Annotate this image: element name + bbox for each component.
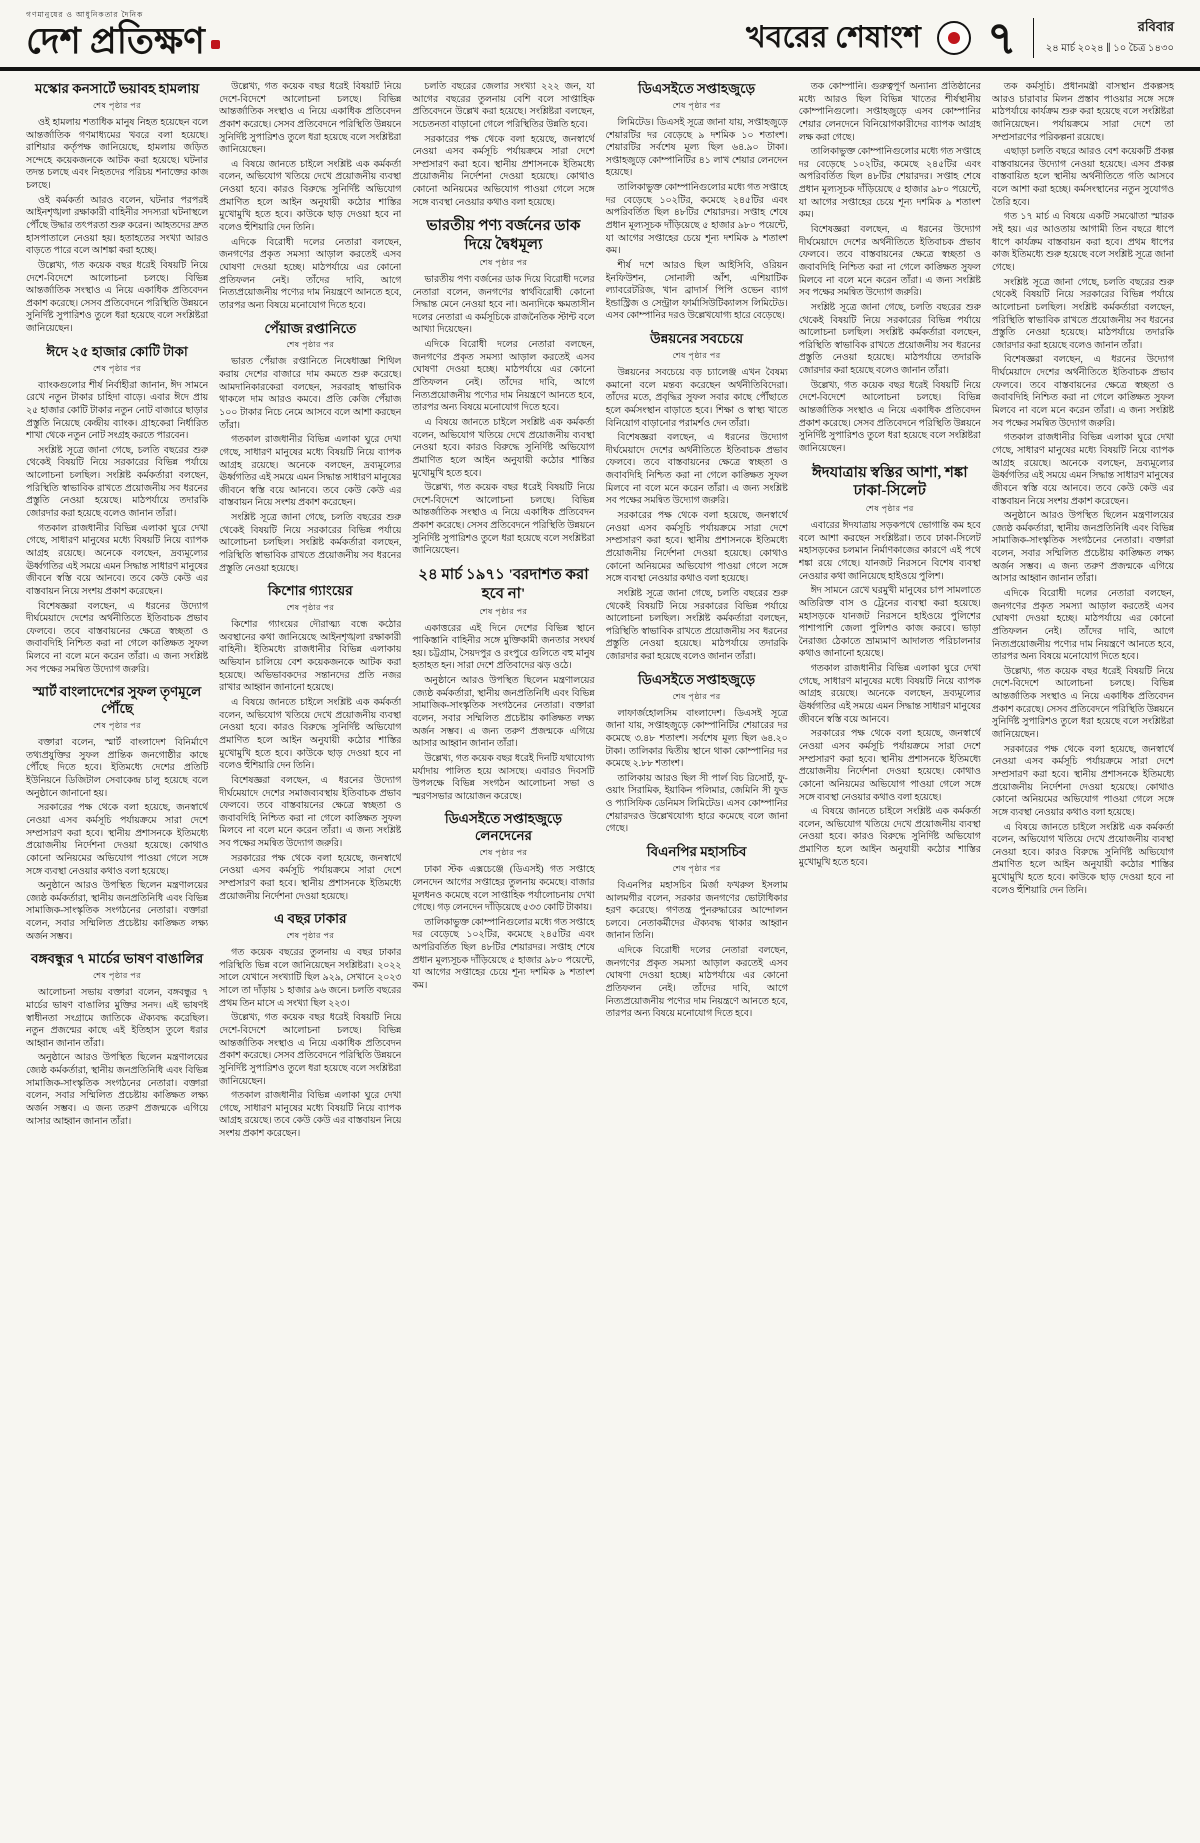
column-3: [412, 81, 594, 1825]
article-paragraph: ভারত পেঁয়াজ রপ্তানিতে নিষেধাজ্ঞা শিথিল করায় দেশের বাজারে দাম কমতে শুরু করেছে। আমদানিকারকেরা বলছেন, সরবরাহ স্বাভাবিক থাকলে দাম আরও কমবে। প্রতি কেজি পেঁয়াজ ১০০ টাকার নিচে নেমে আসবে বলে আশা করছেন তাঁরা।: [219, 357, 402, 431]
masthead-tagline: গণমানুষের ও আধুনিকতার দৈনিক: [26, 10, 144, 19]
article-paragraph: উল্লেখ্য, গত কয়েক বছর ধরেই বিষয়টি নিয়ে দেশে-বিদেশে আলোচনা চলছে। বিভিন্ন আন্তর্জাতিক সংস্থাও এ নিয়ে একাধিক প্রতিবেদন প্রকাশ করেছে। সেসব প্রতিবেদনে পরিস্থিতি উন্নয়নে সুনির্দিষ্ট সুপারিশও তুলে ধরা হয়েছে বলে সংশ্লিষ্টরা জানিয়েছেন।: [991, 666, 1175, 741]
article-paragraph: লাফার্জহোলসিম বাংলাদেশ। ডিএসই সূত্রে জানা যায়, সপ্তাহজুড়ে কোম্পানিটির শেয়ারের দর কমেছে ৩.৪৮ শতাংশ। সর্বশেষ মূল্য ছিল ৬৪.২০ টাকা। তালিকার দ্বিতীয় স্থানে থাকা কোম্পানির দর কমেছে ২.৮৮ শতাংশ।: [605, 708, 788, 770]
continued-from-label: শেষ পৃষ্ঠার পর: [672, 100, 721, 110]
article-headline: ডিএসইতে সপ্তাহজুড়ে: [638, 671, 756, 687]
article-paragraph: অনুষ্ঠানে আরও উপস্থিত ছিলেন মন্ত্রণালয়ের জ্যেষ্ঠ কর্মকর্তারা, স্থানীয় জনপ্রতিনিধি এবং বিভিন্ন সামাজিক-সাংস্কৃতিক সংগঠনের নেতারা। বক্তারা বলেন, সবার সম্মিলিত প্রচেষ্টায় কাঙ্ক্ষিত লক্ষ্য অর্জন সম্ভব।: [26, 881, 209, 942]
article-paragraph: সরকারের পক্ষ থেকে বলা হয়েছে, জনস্বার্থে নেওয়া এসব কর্মসূচি পর্যায়ক্রমে সারা দেশে সম্প্রসারণ করা হবে। স্থানীয় প্রশাসনকে ইতিমধ্যে প্রয়োজনীয় নির্দেশনা দেওয়া হয়েছে।: [219, 853, 402, 902]
continued-from-label: শেষ পৃষ্ঠার পর: [93, 721, 142, 731]
article-paragraph: ঈদ সামনে রেখে ঘরমুখী মানুষের চাপ সামলাতে অতিরিক্ত বাস ও ট্রেনের ব্যবস্থা করা হয়েছে। মহাসড়কে যানজট নিরসনে হাইওয়ে পুলিশের পাশাপাশি জেলা পুলিশও কাজ করবে। ভাড়া নৈরাজ্য ঠেকাতে ভ্রাম্যমাণ আদালত পরিচালনার কথাও জানানো হয়েছে।: [798, 586, 981, 660]
article-paragraph: এ বিষয়ে জানতে চাইলে সংশ্লিষ্ট এক কর্মকর্তা বলেন, অভিযোগ খতিয়ে দেখে প্রয়োজনীয় ব্যবস্থা নেওয়া হবে। কারও বিরুদ্ধে সুনির্দিষ্ট অভিযোগ প্রমাণিত হলে আইন অনুযায়ী কঠোর শাস্তির মুখোমুখি হতে হবে।: [798, 807, 981, 868]
article-headline: উন্নয়নের সবচেয়ে: [650, 331, 744, 347]
article-paragraph: ভারতীয় পণ্য বর্জনের ডাক দিয়ে বিরোধী দলের নেতারা বলেন, জনগণের স্বার্থবিরোধী কোনো সিদ্ধান্ত মেনে নেওয়া হবে না। অন্যদিকে ক্ষমতাসীন দলের নেতারা এ কর্মসূচিকে রাজনৈতিক স্টান্ট বলে আখ্যা দিয়েছেন।: [412, 274, 595, 336]
continued-from-label: শেষ পৃষ্ঠার পর: [286, 603, 335, 613]
article-paragraph: এদিকে বিরোধী দলের নেতারা বলছেন, জনগণের প্রকৃত সমস্যা আড়াল করতেই এসব ঘোষণা দেওয়া হচ্ছে। মাঠপর্যায়ে এর কোনো প্রতিফলন নেই। তাঁদের দাবি, আগে নিত্যপ্রয়োজনীয় পণ্যের দাম নিয়ন্ত্রণে আনতে হবে, তারপর অন্য বিষয়ে মনোযোগ দিতে হবে।: [219, 237, 402, 311]
continued-from-label: শেষ পৃষ্ঠার পর: [865, 504, 914, 514]
article-paragraph: সরকারের পক্ষ থেকে বলা হয়েছে, জনস্বার্থে নেওয়া এসব কর্মসূচি পর্যায়ক্রমে সারা দেশে সম্প্রসারণ করা হবে। স্থানীয় প্রশাসনকে ইতিমধ্যে প্রয়োজনীয় নির্দেশনা দেওয়া হয়েছে। কোথাও কোনো অনিয়মের অভিযোগ পাওয়া গেলে সঙ্গে সঙ্গে ব্যবস্থা নেওয়ার কথাও বলা হয়েছে।: [798, 729, 981, 803]
article-headline: এ বছর ঢাকার: [274, 911, 347, 927]
masthead: [26, 10, 220, 59]
article-paragraph: সংশ্লিষ্ট সূত্রে জানা গেছে, চলতি বছরের শুরু থেকেই বিষয়টি নিয়ে সরকারের বিভিন্ন পর্যায়ে আলোচনা চলছিল। সংশ্লিষ্ট কর্মকর্তারা বলছেন, পরিস্থিতি স্বাভাবিক রাখতে প্রয়োজনীয় সব ধরনের প্রস্তুতি নেওয়া হয়েছে।: [219, 513, 402, 574]
article-paragraph: তালিকাভুক্ত কোম্পানিগুলোর মধ্যে গত সপ্তাহে দর বেড়েছে ১০২টির, কমেছে ২৪৫টির এবং অপরিবর্তিত ছিল ৪৮টির শেয়ারদর। সপ্তাহ শেষে প্রধান মূল্যসূচক দাঁড়িয়েছে ৫ হাজার ৯৮০ পয়েন্টে, যা আগের সপ্তাহের চেয়ে শূন্য দশমিক ৯ শতাংশ কম।: [798, 147, 981, 221]
article-headline: বঙ্গবন্ধুর ৭ মার্চের ভাষণ বাঙালির: [31, 951, 204, 967]
date-line: ২৪ মার্চ ২০২৪ ∥ ১০ চৈত্র ১৪৩০: [1045, 43, 1174, 55]
article-paragraph: গতকাল রাজধানীর বিভিন্ন এলাকা ঘুরে দেখা গেছে, সাধারণ মানুষের মধ্যে বিষয়টি নিয়ে ব্যাপক আগ্রহ রয়েছে। তবে কেউ কেউ এর বাস্তবায়ন নিয়ে সংশয় প্রকাশ করেছেন।: [219, 1091, 402, 1140]
article-paragraph: সংশ্লিষ্ট সূত্রে জানা গেছে, চলতি বছরের শুরু থেকেই বিষয়টি নিয়ে সরকারের বিভিন্ন পর্যায়ে আলোচনা চলছিল। সংশ্লিষ্ট কর্মকর্তারা বলছেন, পরিস্থিতি স্বাভাবিক রাখতে প্রয়োজনীয় সব ধরনের প্রস্তুতি নেওয়া হয়েছে। মাঠপর্যায়ে তদারকি জোরদার করা হয়েছে বলেও জানান তাঁরা।: [798, 302, 981, 377]
article-paragraph: সংশ্লিষ্ট সূত্রে জানা গেছে, চলতি বছরের শুরু থেকেই বিষয়টি নিয়ে সরকারের বিভিন্ন পর্যায়ে আলোচনা চলছিল। সংশ্লিষ্ট কর্মকর্তারা বলছেন, পরিস্থিতি স্বাভাবিক রাখতে প্রয়োজনীয় সব ধরনের প্রস্তুতি নেওয়া হয়েছে। মাঠপর্যায়ে তদারকি জোরদার করা হয়েছে বলেও জানান তাঁরা।: [26, 445, 209, 520]
article-headline: ঈদযাত্রায় স্বস্তির আশা, শঙ্কা ঢাকা-সিলেট: [811, 464, 968, 500]
article-paragraph: সংশ্লিষ্ট সূত্রে জানা গেছে, চলতি বছরের শুরু থেকেই বিষয়টি নিয়ে সরকারের বিভিন্ন পর্যায়ে আলোচনা চলছিল। সংশ্লিষ্ট কর্মকর্তারা বলছেন, পরিস্থিতি স্বাভাবিক রাখতে প্রয়োজনীয় সব ধরনের প্রস্তুতি নেওয়া হয়েছে। মাঠপর্যায়ে তদারকি জোরদার করা হয়েছে বলেও জানান তাঁরা।: [991, 277, 1175, 351]
article-paragraph: কিশোর গ্যাংয়ের দৌরাত্ম্য বন্ধে কঠোর অবস্থানের কথা জানিয়েছে আইনশৃঙ্খলা রক্ষাকারী বাহিনী। ইতিমধ্যে রাজধানীর বিভিন্ন এলাকায় অভিযান চালিয়ে বেশ কয়েকজনকে আটক করা হয়েছে। অভিভাবকদের সন্তানদের প্রতি নজর রাখার আহ্বান জানানো হয়েছে।: [219, 620, 402, 694]
article-paragraph: সংশ্লিষ্ট সূত্রে জানা গেছে, চলতি বছরের শুরু থেকেই বিষয়টি নিয়ে সরকারের বিভিন্ন পর্যায়ে আলোচনা চলছিল। সংশ্লিষ্ট কর্মকর্তারা বলছেন, পরিস্থিতি স্বাভাবিক রাখতে প্রয়োজনীয় সব ধরনের প্রস্তুতি নেওয়া হয়েছে। মাঠপর্যায়ে তদারকি জোরদার করা হয়েছে বলেও জানান তাঁরা।: [605, 588, 788, 663]
continued-from-label: শেষ পৃষ্ঠার পর: [672, 691, 721, 701]
article-paragraph: বিএনপির মহাসচিব মির্জা ফখরুল ইসলাম আলমগীর বলেন, সরকার জনগণের ভোটাধিকার হরণ করেছে। গণতন্ত্র পুনরুদ্ধারের আন্দোলন চলবে। নেতাকর্মীদের ঐক্যবদ্ধ থাকার আহ্বান জানান তিনি।: [605, 880, 788, 942]
continued-from-label: শেষ পৃষ্ঠার পর: [479, 848, 528, 858]
article-paragraph: এদিকে বিরোধী দলের নেতারা বলছেন, জনগণের প্রকৃত সমস্যা আড়াল করতেই এসব ঘোষণা দেওয়া হচ্ছে। মাঠপর্যায়ে এর কোনো প্রতিফলন নেই। তাঁদের দাবি, আগে নিত্যপ্রয়োজনীয় পণ্যের দাম নিয়ন্ত্রণে আনতে হবে, তারপর অন্য বিষয়ে মনোযোগ দিতে হবে।: [605, 946, 788, 1020]
newspaper-emblem-icon: [937, 21, 971, 55]
article-paragraph: সরকারের পক্ষ থেকে বলা হয়েছে, জনস্বার্থে নেওয়া এসব কর্মসূচি পর্যায়ক্রমে সারা দেশে সম্প্রসারণ করা হবে। স্থানীয় প্রশাসনকে ইতিমধ্যে প্রয়োজনীয় নির্দেশনা দেওয়া হয়েছে। কোথাও কোনো অনিয়মের অভিযোগ পাওয়া গেলে সঙ্গে সঙ্গে ব্যবস্থা নেওয়ার কথাও বলা হয়েছে।: [412, 134, 595, 208]
continued-from-label: শেষ পৃষ্ঠার পর: [479, 257, 528, 267]
article-paragraph: গতকাল রাজধানীর বিভিন্ন এলাকা ঘুরে দেখা গেছে, সাধারণ মানুষের মধ্যে বিষয়টি নিয়ে ব্যাপক আগ্রহ রয়েছে। অনেকে বলছেন, দ্রব্যমূল্যের ঊর্ধ্বগতির এই সময়ে এমন সিদ্ধান্ত সাধারণ মানুষের জীবনে স্বস্তি বয়ে আনবে।: [798, 664, 981, 725]
article-headline: স্মার্ট বাংলাদেশের সুফল তৃণমূলে পৌঁছে: [32, 684, 202, 717]
columns: [0, 71, 1200, 1839]
continued-from-label: শেষ পৃষ্ঠার পর: [286, 931, 335, 941]
article-paragraph: সরকারের পক্ষ থেকে বলা হয়েছে, জনস্বার্থে নেওয়া এসব কর্মসূচি পর্যায়ক্রমে সারা দেশে সম্প্রসারণ করা হবে। স্থানীয় প্রশাসনকে ইতিমধ্যে প্রয়োজনীয় নির্দেশনা দেওয়া হয়েছে। কোথাও কোনো অনিয়মের অভিযোগ পাওয়া গেলে সঙ্গে সঙ্গে ব্যবস্থা নেওয়ার কথাও বলা হয়েছে।: [605, 511, 788, 585]
article-paragraph: বক্তারা বলেন, স্মার্ট বাংলাদেশ বিনির্মাণে তথ্যপ্রযুক্তির সুফল প্রান্তিক জনগোষ্ঠীর কাছে পৌঁছে দিতে হবে। ইতিমধ্যে দেশের প্রতিটি ইউনিয়নে ডিজিটাল সেবাকেন্দ্র চালু হয়েছে বলে অনুষ্ঠানে জানানো হয়।: [26, 738, 209, 799]
article-paragraph: তালিকায় আরও ছিল সী পার্ল বিচ রিসোর্ট, ফু-ওয়াং সিরামিক, ইয়াকিন পলিমার, জেমিনি সী ফুড ও প্যাসিফিক ডেনিমস লিমিটেড। এসব কোম্পানির শেয়ারদরও উল্লেখযোগ্য হারে কমেছে বলে জানা গেছে।: [605, 773, 788, 835]
article-paragraph: এ বিষয়ে জানতে চাইলে সংশ্লিষ্ট এক কর্মকর্তা বলেন, অভিযোগ খতিয়ে দেখে প্রয়োজনীয় ব্যবস্থা নেওয়া হবে। কারও বিরুদ্ধে সুনির্দিষ্ট অভিযোগ প্রমাণিত হলে আইন অনুযায়ী কঠোর শাস্তির মুখোমুখি হতে হবে।: [412, 417, 595, 479]
newspaper-name: [26, 23, 220, 59]
section-title: খবরের শেষাংশ: [746, 21, 921, 55]
article-paragraph: লিমিটেড। ডিএসই সূত্রে জানা যায়, সপ্তাহজুড়ে শেয়ারটির দর বেড়েছে ৯ দশমিক ১০ শতাংশ। শেয়ারটির সর্বশেষ মূল্য ছিল ৬৪.৯০ টাকা। সপ্তাহজুড়ে কোম্পানিটির ৪১ লাখ শেয়ার লেনদেন হয়েছে।: [605, 117, 788, 179]
article-paragraph: সরকারের পক্ষ থেকে বলা হয়েছে, জনস্বার্থে নেওয়া এসব কর্মসূচি পর্যায়ক্রমে সারা দেশে সম্প্রসারণ করা হবে। স্থানীয় প্রশাসনকে ইতিমধ্যে প্রয়োজনীয় নির্দেশনা দেওয়া হয়েছে। কোথাও কোনো অনিয়মের অভিযোগ পাওয়া গেলে সঙ্গে সঙ্গে ব্যবস্থা নেওয়ার কথাও বলা হয়েছে।: [26, 803, 209, 877]
article-paragraph: তালিকাভুক্ত কোম্পানিগুলোর মধ্যে গত সপ্তাহে দর বেড়েছে ১০২টির, কমেছে ২৪৫টির এবং অপরিবর্তিত ছিল ৪৮টির শেয়ারদর। সপ্তাহ শেষে প্রধান মূল্যসূচক দাঁড়িয়েছে ৫ হাজার ৯৮০ পয়েন্টে, যা আগের সপ্তাহের চেয়ে শূন্য দশমিক ৯ শতাংশ কম।: [412, 917, 595, 991]
continued-from-label: শেষ পৃষ্ঠার পর: [93, 363, 142, 373]
date-block: [1033, 18, 1174, 58]
article-headline: ডিএসইতে সপ্তাহজুড়ে: [638, 81, 756, 96]
article-paragraph: বিশেষজ্ঞরা বলছেন, এ ধরনের উদ্যোগ দীর্ঘমেয়াদে দেশের অর্থনীতিতে ইতিবাচক প্রভাব ফেলবে। তবে বাস্তবায়নের ক্ষেত্রে স্বচ্ছতা ও জবাবদিহি নিশ্চিত করা না গেলে কাঙ্ক্ষিত সুফল মিলবে না বলে মনে করেন তাঁরা। এ জন্য সংশ্লিষ্ট সব পক্ষের সমন্বিত উদ্যোগ জরুরি।: [605, 433, 788, 507]
article-paragraph: বিশেষজ্ঞরা বলছেন, এ ধরনের উদ্যোগ দীর্ঘমেয়াদে দেশের অর্থনীতিতে ইতিবাচক প্রভাব ফেলবে। তবে বাস্তবায়নের ক্ষেত্রে স্বচ্ছতা ও জবাবদিহি নিশ্চিত করা না গেলে কাঙ্ক্ষিত সুফল মিলবে না বলে মনে করেন তাঁরা। এ জন্য সংশ্লিষ্ট সব পক্ষের সমন্বিত উদ্যোগ জরুরি।: [798, 225, 981, 299]
article-paragraph: ব্যাংকগুলোর শীর্ষ নির্বাহীরা জানান, ঈদ সামনে রেখে নতুন টাকার চাহিদা বাড়ে। এবার ঈদে প্রায় ২৫ হাজার কোটি টাকার নতুন নোট বাজারে ছাড়ার প্রস্তুতি নিয়েছে কেন্দ্রীয় ব্যাংক। গ্রাহকেরা নির্ধারিত শাখা থেকে নতুন নোট সংগ্রহ করতে পারবেন।: [26, 380, 209, 442]
article-paragraph: অনুষ্ঠানে আরও উপস্থিত ছিলেন মন্ত্রণালয়ের জ্যেষ্ঠ কর্মকর্তারা, স্থানীয় জনপ্রতিনিধি এবং বিভিন্ন সামাজিক-সাংস্কৃতিক সংগঠনের নেতারা। বক্তারা বলেন, সবার সম্মিলিত প্রচেষ্টায় কাঙ্ক্ষিত লক্ষ্য অর্জন সম্ভব। এ জন্য তরুণ প্রজন্মকে এগিয়ে আসার আহ্বান জানান তাঁরা।: [412, 676, 595, 750]
article-paragraph: উল্লেখ্য, গত কয়েক বছর ধরেই বিষয়টি নিয়ে দেশে-বিদেশে আলোচনা চলছে। বিভিন্ন আন্তর্জাতিক সংস্থাও এ নিয়ে একাধিক প্রতিবেদন প্রকাশ করেছে। সেসব প্রতিবেদনে পরিস্থিতি উন্নয়নে সুনির্দিষ্ট সুপারিশও তুলে ধরা হয়েছে বলে সংশ্লিষ্টরা জানিয়েছেন।: [412, 483, 595, 557]
column-1: [26, 81, 208, 1825]
article-paragraph: বিশেষজ্ঞরা বলছেন, এ ধরনের উদ্যোগ দীর্ঘমেয়াদে দেশের অর্থনীতিতে ইতিবাচক প্রভাব ফেলবে। তবে বাস্তবায়নের ক্ষেত্রে স্বচ্ছতা ও জবাবদিহি নিশ্চিত করা না গেলে কাঙ্ক্ষিত সুফল মিলবে না বলে মনে করেন তাঁরা। এ জন্য সংশ্লিষ্ট সব পক্ষের সমন্বিত উদ্যোগ জরুরি।: [991, 355, 1175, 429]
article-paragraph: গতকাল রাজধানীর বিভিন্ন এলাকা ঘুরে দেখা গেছে, সাধারণ মানুষের মধ্যে বিষয়টি নিয়ে ব্যাপক আগ্রহ রয়েছে। অনেকে বলছেন, দ্রব্যমূল্যের ঊর্ধ্বগতির এই সময়ে এমন সিদ্ধান্ত সাধারণ মানুষের জীবনে স্বস্তি বয়ে আনবে। তবে কেউ কেউ এর বাস্তবায়ন নিয়ে সংশয় প্রকাশ করেছেন।: [219, 435, 402, 509]
article-paragraph: তক কোম্পানি। গুরুত্বপূর্ণ অন্যান্য প্রতিষ্ঠানের মধ্যে আরও ছিল বিভিন্ন খাতের শীর্ষস্থানীয় কোম্পানিগুলো। সপ্তাহজুড়ে এসব কোম্পানির শেয়ার লেনদেনে বিনিয়োগকারীদের ব্যাপক আগ্রহ লক্ষ করা গেছে।: [798, 82, 981, 143]
article-paragraph: অনুষ্ঠানে আরও উপস্থিত ছিলেন মন্ত্রণালয়ের জ্যেষ্ঠ কর্মকর্তারা, স্থানীয় জনপ্রতিনিধি এবং বিভিন্ন সামাজিক-সাংস্কৃতিক সংগঠনের নেতারা। বক্তারা বলেন, সবার সম্মিলিত প্রচেষ্টায় কাঙ্ক্ষিত লক্ষ্য অর্জন সম্ভব। এ জন্য তরুণ প্রজন্মকে এগিয়ে আসার আহ্বান জানান তাঁরা।: [991, 511, 1175, 585]
article-paragraph: এ বিষয়ে জানতে চাইলে সংশ্লিষ্ট এক কর্মকর্তা বলেন, অভিযোগ খতিয়ে দেখে প্রয়োজনীয় ব্যবস্থা নেওয়া হবে। কারও বিরুদ্ধে সুনির্দিষ্ট অভিযোগ প্রমাণিত হলে আইন অনুযায়ী কঠোর শাস্তির মুখোমুখি হতে হবে। কাউকে ছাড় দেওয়া হবে না বলেও হুঁশিয়ারি দেন তিনি।: [991, 822, 1175, 896]
article-headline: কিশোর গ্যাংয়ের: [267, 583, 353, 599]
article-paragraph: চলতি বছরের জেলার সংখ্যা ২২২ জন, যা আগের বছরের তুলনায় বেশি বলে সাপ্তাহিক প্রতিবেদনে উল্লেখ করা হয়েছে। সংশ্লিষ্টরা বলছেন, সচেতনতা বাড়ানো গেলে পরিস্থিতির উন্নতি হবে।: [412, 82, 595, 130]
article-paragraph: গত ১৭ মার্চ এ বিষয়ে একটি সমঝোতা স্মারক সই হয়। এর আওতায় আগামী তিন বছরে ধাপে ধাপে কার্যক্রম বাস্তবায়ন করা হবে। প্রথম ধাপের কাজ ইতিমধ্যে শুরু হয়েছে বলে সংশ্লিষ্ট সূত্রে জানা গেছে।: [991, 212, 1175, 273]
column-2: [219, 81, 401, 1825]
article-paragraph: গতকাল রাজধানীর বিভিন্ন এলাকা ঘুরে দেখা গেছে, সাধারণ মানুষের মধ্যে বিষয়টি নিয়ে ব্যাপক আগ্রহ রয়েছে। অনেকে বলছেন, দ্রব্যমূল্যের ঊর্ধ্বগতির এই সময়ে এমন সিদ্ধান্ত সাধারণ মানুষের জীবনে স্বস্তি বয়ে আনবে। তবে কেউ কেউ এর বাস্তবায়ন নিয়ে সংশয় প্রকাশ করেছেন।: [26, 523, 209, 597]
article-paragraph: উন্নয়নের সবচেয়ে বড় চ্যালেঞ্জ এখন বৈষম্য কমানো বলে মন্তব্য করেছেন অর্থনীতিবিদেরা। তাঁদের মতে, প্রবৃদ্ধির সুফল সবার কাছে পৌঁছাতে হলে কর্মসংস্থান বাড়াতে হবে। শিক্ষা ও স্বাস্থ্য খাতে বিনিয়োগ বাড়ানোর পরামর্শও দেন তাঁরা।: [605, 368, 788, 429]
continued-from-label: শেষ পৃষ্ঠার পর: [479, 606, 528, 616]
article-paragraph: তক কর্মসূচি। প্রধানমন্ত্রী বাসস্থান প্রকল্পসহ আরও চারাবার মিলন প্রস্তাব পাওয়ার সঙ্গে সঙ্গে মাঠপর্যায়ে কার্যক্রম শুরু করা হয়েছে বলে সংশ্লিষ্টরা জানিয়েছেন। পর্যায়ক্রমে সারা দেশে তা সম্প্রসারণের পরিকল্পনা রয়েছে।: [991, 82, 1175, 143]
article-paragraph: ওই হামলায় শতাধিক মানুষ নিহত হয়েছেন বলে আন্তর্জাতিক গণমাধ্যমের খবরে বলা হয়েছে। রাশিয়ার কর্তৃপক্ষ জানিয়েছে, হামলায় জড়িত সন্দেহে কয়েকজনকে আটক করা হয়েছে। ঘটনার তদন্ত চলছে এবং নিহতদের পরিচয় শনাক্তের কাজ চলছে।: [26, 117, 209, 192]
article-headline: বিএনপির মহাসচিব: [646, 844, 747, 860]
article-paragraph: ওই কর্মকর্তা আরও বলেন, ঘটনার পরপরই আইনশৃঙ্খলা রক্ষাকারী বাহিনীর সদস্যরা ঘটনাস্থলে পৌঁছে উদ্ধার তৎপরতা শুরু করেন। আহতদের দ্রুত হাসপাতালে নেওয়া হয়। হতাহতের সংখ্যা আরও বাড়তে পারে বলে আশঙ্কা করা হচ্ছে।: [26, 195, 209, 257]
article-paragraph: বিশেষজ্ঞরা বলছেন, এ ধরনের উদ্যোগ দীর্ঘমেয়াদে দেশের অর্থনীতিতে ইতিবাচক প্রভাব ফেলবে। তবে বাস্তবায়নের ক্ষেত্রে স্বচ্ছতা ও জবাবদিহি নিশ্চিত করা না গেলে কাঙ্ক্ষিত সুফল মিলবে না বলে মনে করেন তাঁরা। এ জন্য সংশ্লিষ্ট সব পক্ষের সমন্বিত উদ্যোগ জরুরি।: [26, 601, 209, 675]
article-paragraph: এদিকে বিরোধী দলের নেতারা বলছেন, জনগণের প্রকৃত সমস্যা আড়াল করতেই এসব ঘোষণা দেওয়া হচ্ছে। মাঠপর্যায়ে এর কোনো প্রতিফলন নেই। তাঁদের দাবি, আগে নিত্যপ্রয়োজনীয় পণ্যের দাম নিয়ন্ত্রণে আনতে হবে, তারপর অন্য বিষয়ে মনোযোগ দিতে হবে।: [991, 588, 1175, 663]
article-paragraph: অনুষ্ঠানে আরও উপস্থিত ছিলেন মন্ত্রণালয়ের জ্যেষ্ঠ কর্মকর্তারা, স্থানীয় জনপ্রতিনিধি এবং বিভিন্ন সামাজিক-সাংস্কৃতিক সংগঠনের নেতারা। বক্তারা বলেন, সবার সম্মিলিত প্রচেষ্টায় কাঙ্ক্ষিত লক্ষ্য অর্জন সম্ভব। এ জন্য তরুণ প্রজন্মকে এগিয়ে আসার আহ্বান জানান তাঁরা।: [26, 1053, 209, 1127]
column-5: [799, 81, 981, 1825]
article-headline: ডিএসইতে সপ্তাহজুড়ে লেনদেনের: [444, 811, 562, 844]
page-number: ৭: [986, 12, 1017, 64]
article-headline: মস্কোর কনসার্টে ভয়াবহ হামলায়: [34, 81, 200, 96]
article-paragraph: একাত্তরের এই দিনে দেশের বিভিন্ন স্থানে পাকিস্তানি বাহিনীর সঙ্গে মুক্তিকামী জনতার সংঘর্ষ হয়। চট্টগ্রাম, সৈয়দপুর ও রংপুরে গুলিতে বহু মানুষ হতাহত হন। সারা দেশে প্রতিবাদের ঝড় ওঠে।: [412, 623, 595, 672]
article-headline: পেঁয়াজ রপ্তানিতে: [264, 320, 357, 336]
continued-from-label: শেষ পৃষ্ঠার পর: [672, 351, 721, 360]
article-headline: ঈদে ২৫ হাজার কোটি টাকা: [46, 343, 188, 359]
newspaper-name-text: দেশ প্রতিক্ষণ: [26, 21, 205, 61]
logo-accent-icon: [211, 40, 220, 49]
article-paragraph: উল্লেখ্য, গত কয়েক বছর ধরেই বিষয়টি নিয়ে দেশে-বিদেশে আলোচনা চলছে। বিভিন্ন আন্তর্জাতিক সংস্থাও এ নিয়ে একাধিক প্রতিবেদন প্রকাশ করেছে। সেসব প্রতিবেদনে পরিস্থিতি উন্নয়নে সুনির্দিষ্ট সুপারিশও তুলে ধরা হয়েছে বলে সংশ্লিষ্টরা জানিয়েছেন।: [798, 380, 981, 454]
continued-from-label: শেষ পৃষ্ঠার পর: [93, 971, 142, 981]
header-right: [746, 12, 1174, 64]
article-headline: ভারতীয় পণ্য বর্জনের ডাক দিয়ে দ্বৈধমূল্য: [426, 218, 581, 254]
article-paragraph: এছাড়া চলতি বছরে আরও বেশ কয়েকটি প্রকল্প বাস্তবায়নের উদ্যোগ নেওয়া হয়েছে। এসব প্রকল্প বাস্তবায়িত হলে স্থানীয় অর্থনীতিতে গতি আসবে বলে আশা করা হচ্ছে। কর্মসংস্থানের নতুন সুযোগও তৈরি হবে।: [991, 147, 1175, 208]
continued-from-label: শেষ পৃষ্ঠার পর: [93, 100, 142, 110]
column-4: [606, 81, 788, 1825]
page-header: [0, 0, 1200, 71]
article-paragraph: উল্লেখ্য, গত কয়েক বছর ধরেই বিষয়টি নিয়ে দেশে-বিদেশে আলোচনা চলছে। বিভিন্ন আন্তর্জাতিক সংস্থাও এ নিয়ে একাধিক প্রতিবেদন প্রকাশ করেছে। সেসব প্রতিবেদনে পরিস্থিতি উন্নয়নে সুনির্দিষ্ট সুপারিশও তুলে ধরা হয়েছে বলে সংশ্লিষ্টরা জানিয়েছেন।: [219, 82, 402, 156]
article-paragraph: গত কয়েক বছরের তুলনায় এ বছর ঢাকার পরিস্থিতি ভিন্ন বলে জানিয়েছেন সংশ্লিষ্টরা। ২০২২ সালে যেখানে সংখ্যাটি ছিল ৯২৯, সেখানে ২০২৩ সালে তা দাঁড়ায় ১ হাজার ৯৬ জনে। চলতি বছরের প্রথম তিন মাসে এ সংখ্যা ছিল ২২৩।: [219, 948, 402, 1009]
day-name: রবিবার: [1137, 19, 1174, 35]
article-paragraph: ঢাকা স্টক এক্সচেঞ্জে (ডিএসই) গত সপ্তাহে লেনদেন আগের সপ্তাহের তুলনায় কমেছে। বাজার মূলধনও কমেছে বলে সাপ্তাহিক পর্যালোচনায় দেখা গেছে। গড় লেনদেন দাঁড়িয়েছে ৫৩৩ কোটি টাকায়।: [412, 865, 595, 914]
article-paragraph: বিশেষজ্ঞরা বলছেন, এ ধরনের উদ্যোগ দীর্ঘমেয়াদে দেশের সমাজব্যবস্থায় ইতিবাচক প্রভাব ফেলবে। তবে বাস্তবায়নের ক্ষেত্রে স্বচ্ছতা ও জবাবদিহি নিশ্চিত করা না গেলে কাঙ্ক্ষিত সুফল মিলবে না বলে মনে করেন তাঁরা। এ জন্য সংশ্লিষ্ট সব পক্ষের সমন্বিত উদ্যোগ জরুরি।: [219, 775, 402, 850]
article-paragraph: এ বিষয়ে জানতে চাইলে সংশ্লিষ্ট এক কর্মকর্তা বলেন, অভিযোগ খতিয়ে দেখে প্রয়োজনীয় ব্যবস্থা নেওয়া হবে। কারও বিরুদ্ধে সুনির্দিষ্ট অভিযোগ প্রমাণিত হলে আইন অনুযায়ী কঠোর শাস্তির মুখোমুখি হতে হবে। কাউকে ছাড় দেওয়া হবে না বলেও হুঁশিয়ারি দেন তিনি।: [219, 698, 402, 772]
article-paragraph: গতকাল রাজধানীর বিভিন্ন এলাকা ঘুরে দেখা গেছে, সাধারণ মানুষের মধ্যে বিষয়টি নিয়ে ব্যাপক আগ্রহ রয়েছে। অনেকে বলছেন, দ্রব্যমূল্যের ঊর্ধ্বগতির এই সময়ে এমন সিদ্ধান্ত সাধারণ মানুষের জীবনে স্বস্তি বয়ে আনবে। তবে কেউ কেউ এর বাস্তবায়ন নিয়ে সংশয় প্রকাশ করেছেন।: [991, 433, 1175, 507]
article-headline: ২৪ মার্চ ১৯৭১ 'বরদাশত করা হবে না': [418, 567, 589, 602]
article-paragraph: এদিকে বিরোধী দলের নেতারা বলছেন, জনগণের প্রকৃত সমস্যা আড়াল করতেই এসব ঘোষণা দেওয়া হচ্ছে। মাঠপর্যায়ে এর কোনো প্রতিফলন নেই। তাঁদের দাবি, আগে নিত্যপ্রয়োজনীয় পণ্যের দাম নিয়ন্ত্রণে আনতে হবে, তারপর অন্য বিষয়ে মনোযোগ দিতে হবে।: [412, 340, 595, 414]
continued-from-label: শেষ পৃষ্ঠার পর: [286, 340, 335, 350]
column-6: [992, 81, 1174, 1825]
article-paragraph: সরকারের পক্ষ থেকে বলা হয়েছে, জনস্বার্থে নেওয়া এসব কর্মসূচি পর্যায়ক্রমে সারা দেশে সম্প্রসারণ করা হবে। স্থানীয় প্রশাসনকে ইতিমধ্যে প্রয়োজনীয় নির্দেশনা দেওয়া হয়েছে। কোথাও কোনো অনিয়মের অভিযোগ পাওয়া গেলে সঙ্গে সঙ্গে ব্যবস্থা নেওয়ার কথাও বলা হয়েছে।: [991, 744, 1175, 818]
article-paragraph: তালিকাভুক্ত কোম্পানিগুলোর মধ্যে গত সপ্তাহে দর বেড়েছে ১০২টির, কমেছে ২৪৫টির এবং অপরিবর্তিত ছিল ৪৮টির শেয়ারদর। সপ্তাহ শেষে প্রধান মূল্যসূচক দাঁড়িয়েছে ৫ হাজার ৯৮০ পয়েন্টে, যা আগের সপ্তাহের চেয়ে শূন্য দশমিক ৯ শতাংশ কম।: [605, 183, 788, 257]
article-paragraph: এ বিষয়ে জানতে চাইলে সংশ্লিষ্ট এক কর্মকর্তা বলেন, অভিযোগ খতিয়ে দেখে প্রয়োজনীয় ব্যবস্থা নেওয়া হবে। কারও বিরুদ্ধে সুনির্দিষ্ট অভিযোগ প্রমাণিত হলে আইন অনুযায়ী কঠোর শাস্তির মুখোমুখি হতে হবে। কাউকে ছাড় দেওয়া হবে না বলেও হুঁশিয়ারি দেন তিনি।: [219, 159, 402, 234]
article-paragraph: উল্লেখ্য, গত কয়েক বছর ধরেই দিনটি যথাযোগ্য মর্যাদায় পালিত হয়ে আসছে। এবারও দিবসটি উপলক্ষে বিভিন্ন সংগঠন আলোচনা সভা ও স্মরণসভার আয়োজন করেছে।: [412, 753, 595, 802]
article-paragraph: উল্লেখ্য, গত কয়েক বছর ধরেই বিষয়টি নিয়ে দেশে-বিদেশে আলোচনা চলছে। বিভিন্ন আন্তর্জাতিক সংস্থাও এ নিয়ে একাধিক প্রতিবেদন প্রকাশ করেছে। সেসব প্রতিবেদনে পরিস্থিতি উন্নয়নে সুনির্দিষ্ট সুপারিশও তুলে ধরা হয়েছে বলে সংশ্লিষ্টরা জানিয়েছেন।: [219, 1013, 402, 1087]
article-paragraph: উল্লেখ্য, গত কয়েক বছর ধরেই বিষয়টি নিয়ে দেশে-বিদেশে আলোচনা চলছে। বিভিন্ন আন্তর্জাতিক সংস্থাও এ নিয়ে একাধিক প্রতিবেদন প্রকাশ করেছে। সেসব প্রতিবেদনে পরিস্থিতি উন্নয়নে সুনির্দিষ্ট সুপারিশও তুলে ধরা হয়েছে বলে সংশ্লিষ্টরা জানিয়েছেন।: [26, 260, 209, 335]
article-paragraph: শীর্ষ দশে আরও ছিল আইসিবি, ওরিয়ন ইনফিউশন, সোনালী আঁশ, এশিয়াটিক ল্যাবরেটরিজ, খান ব্রাদার্স পিপি ওভেন ব্যাগ ইন্ডাস্ট্রিজ ও সেন্ট্রাল ফার্মাসিউটিক্যালস লিমিটেড। এসব কোম্পানির দরও উল্লেখযোগ্য হারে বেড়েছে।: [605, 260, 788, 322]
continued-from-label: শেষ পৃষ্ঠার পর: [672, 863, 721, 873]
article-paragraph: এবারের ঈদযাত্রায় সড়কপথে ভোগান্তি কম হবে বলে আশা করছেন সংশ্লিষ্টরা। তবে ঢাকা-সিলেট মহাসড়কের চলমান নির্মাণকাজের কারণে এই পথে শঙ্কা রয়ে গেছে। যানজট নিরসনে বিশেষ ব্যবস্থা নেওয়ার কথা জানিয়েছে হাইওয়ে পুলিশ।: [798, 521, 981, 582]
article-paragraph: আলোচনা সভায় বক্তারা বলেন, বঙ্গবন্ধুর ৭ মার্চের ভাষণ বাঙালির মুক্তির সনদ। এই ভাষণই স্বাধীনতা সংগ্রামে জাতিকে ঐক্যবদ্ধ করেছিল। নতুন প্রজন্মের কাছে এই ইতিহাস তুলে ধরার আহ্বান জানান তাঁরা।: [26, 988, 209, 1049]
